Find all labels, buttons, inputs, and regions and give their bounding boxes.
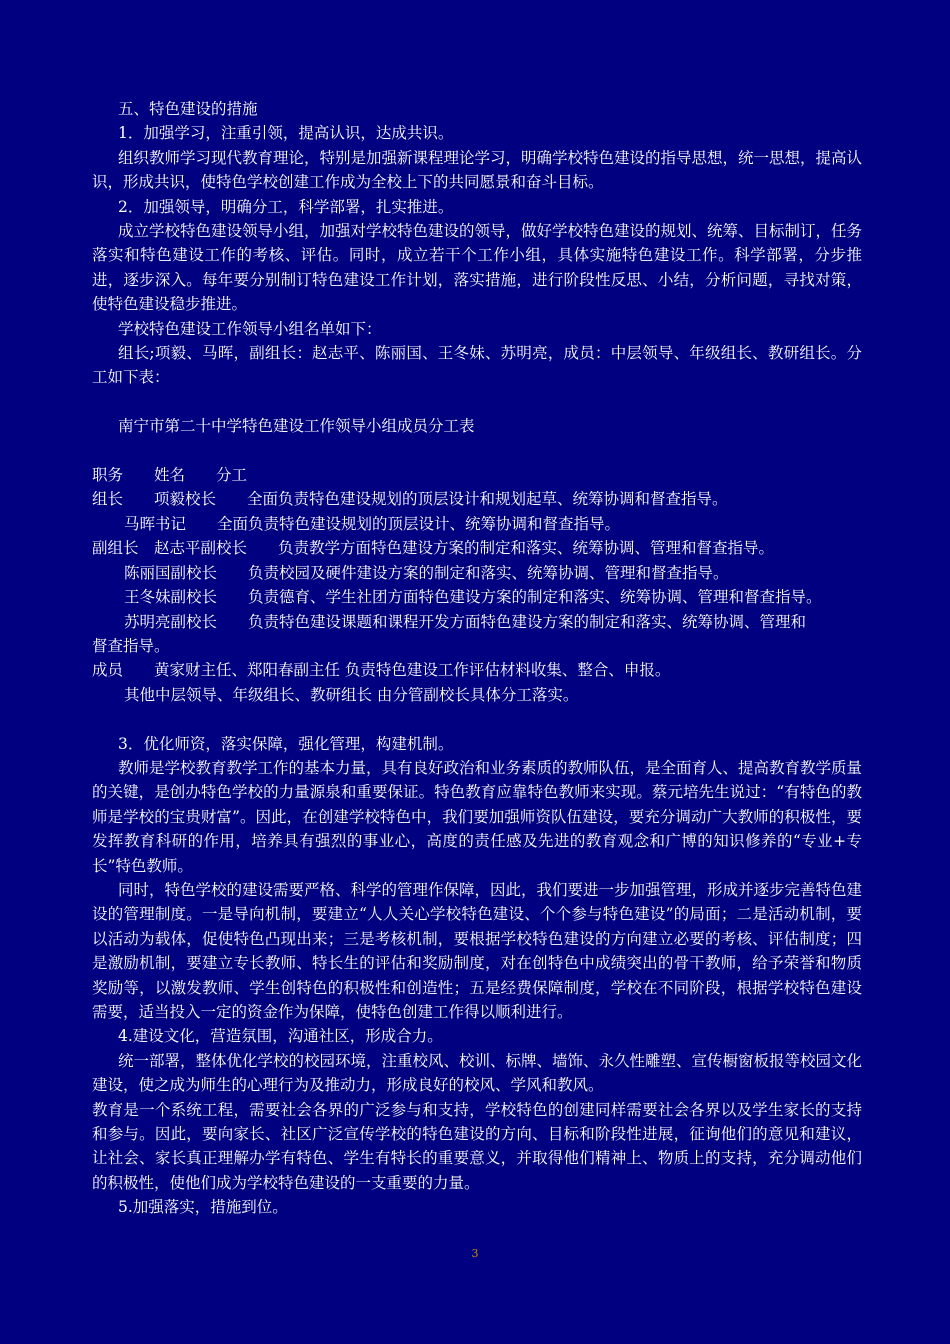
table-row: 成员 黄家财主任、郑阳春副主任 负责特色建设工作评估材料收集、整合、申报。: [92, 661, 671, 680]
group-members: 组长;项毅、马晖，副组长：赵志平、陈丽国、王冬妹、苏明亮，成员：中层领导、年级组长、教研组长。分工如下表：: [92, 344, 862, 387]
item3-body-1: 教师是学校教育教学工作的基本力量，具有良好政治和业务素质的教师队伍，是全面育人、提高教育教学质量的关键，是创办特色学校的力量源泉和重要保证。特色教育应靠特色教师来实现。蔡元培先生说过：“有特色的教师是学校的宝贵财富”。因此，在创建学校特色中，我们要加强师资队伍建设，要充分调动广大教师的积极性，要发挥教育科研的作用，培养具有强烈的事业心，高度的责任感及先进的教育观念和广博的知识修养的“专业+专长”特色教师。: [92, 758, 863, 875]
item2-body: 成立学校特色建设领导小组，加强对学校特色建设的领导，做好学校特色建设的规划、统筹、目标制订，任务落实和特色建设工作的考核、评估。同时，成立若干个工作小组，具体实施特色建设工作。科学部署，分步推进，逐步深入。每年要分别制订特色建设工作计划，落实措施，进行阶段性反思、小结，分析问题，寻找对策，使特色建设稳步推进。: [92, 222, 863, 314]
table-rows: [92, 487, 862, 707]
spacer: [92, 439, 862, 463]
table-header: 职务 姓名 分工: [92, 466, 248, 485]
table-title: 南宁市第二十中学特色建设工作领导小组成员分工表: [118, 417, 475, 436]
item3-heading: 3．优化师资，落实保障，强化管理，构建机制。: [118, 734, 454, 753]
table-row: 王冬妹副校长 负责德育、学生社团方面特色建设方案的制定和落实、统筹协调、管理和督查指导。: [124, 588, 822, 607]
table-row: 其他中层领导、年级组长、教研组长 由分管副校长具体分工落实。: [124, 685, 579, 704]
table-row: 组长 项毅校长 全面负责特色建设规划的顶层设计和规划起草、统筹协调和督查指导。: [92, 490, 728, 509]
item4-body-2: 教育是一个系统工程，需要社会各界的广泛参与和支持，学校特色的创建同样需要社会各界以及学生家长的支持和参与。因此，要向家长、社区广泛宣传学校的特色建设的方向、目标和阶段性进展，征询他们的意见和建议，让社会、家长真正理解办学有特色、学生有特长的重要意义，并取得他们精神上、物质上的支持，充分调动他们的积极性，使他们成为学校特色建设的一支重要的力量。: [92, 1100, 862, 1192]
document-page: [92, 97, 862, 1220]
group-list-intro: 学校特色建设工作领导小组名单如下：: [118, 319, 382, 338]
item3-body-2: 同时，特色学校的建设需要严格、科学的管理作保障，因此，我们要进一步加强管理，形成并逐步完善特色建设的管理制度。一是导向机制，要建立“人人关心学校特色建设、个个参与特色建设”的局面；二是活动机制，要以活动为载体，促使特色凸现出来；三是考核机制，要根据学校特色建设的方向建立必要的考核、评估制度；四是激励机制，要建立专长教师、特长生的评估和奖励制度，对在创特色中成绩突出的骨干教师，给予荣誉和物质奖励等，以激发教师、学生创特色的积极性和创造性；五是经费保障制度，学校在不同阶段，根据学校特色建设需要，适当投入一定的资金作为保障，使特色创建工作得以顺利进行。: [92, 880, 863, 1021]
page-number: 3: [471, 1247, 479, 1260]
section-heading: 五、特色建设的措施: [118, 100, 258, 118]
item2-heading: 2．加强领导，明确分工，科学部署，扎实推进。: [118, 197, 454, 216]
table-row: 副组长 赵志平副校长 负责教学方面特色建设方案的制定和落实、统筹协调、管理和督查指导。: [92, 539, 775, 558]
item1-heading: 1．加强学习，注重引领，提高认识，达成共识。: [118, 124, 454, 143]
table-row: 督查指导。: [92, 636, 170, 655]
item4-heading: 4.建设文化，营造氛围，沟通社区，形成合力。: [118, 1027, 443, 1046]
item1-body: 组织教师学习现代教育理论，特别是加强新课程理论学习，明确学校特色建设的指导思想，统一思想，提高认识，形成共识，使特色学校创建工作成为全校上下的共同愿景和奋斗目标。: [92, 148, 863, 192]
item4-body-1: 统一部署，整体优化学校的校园环境，注重校风、校训、标牌、墙饰、永久性雕塑、宣传橱窗板报等校园文化建设，使之成为师生的心理行为及推动力，形成良好的校风、学风和教风。: [92, 1051, 863, 1095]
spacer: [92, 707, 862, 731]
table-row: 苏明亮副校长 负责特色建设课题和课程开发方面特色建设方案的制定和落实、统筹协调、管理和: [124, 612, 807, 631]
spacer: [92, 390, 862, 414]
item5-heading: 5.加强落实，措施到位。: [118, 1198, 288, 1217]
table-row: 马晖书记 全面负责特色建设规划的顶层设计、统筹协调和督查指导。: [124, 514, 621, 533]
table-row: 陈丽国副校长 负责校园及硬件建设方案的制定和落实、统筹协调、管理和督查指导。: [124, 563, 729, 582]
